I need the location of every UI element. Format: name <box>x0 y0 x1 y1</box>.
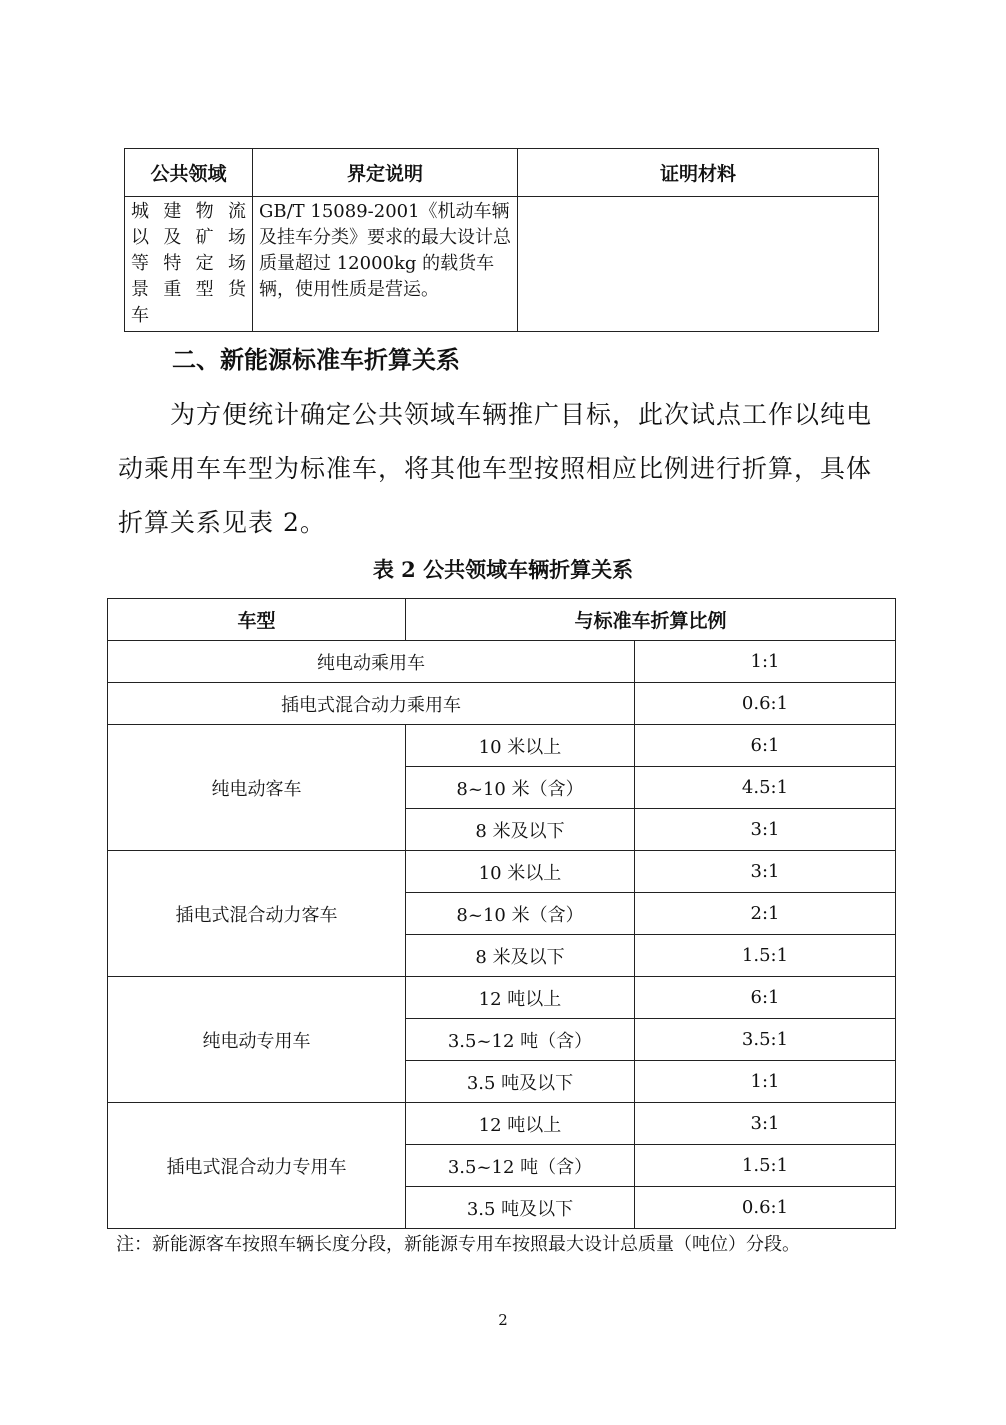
header-vehicle-type: 车型 <box>108 599 406 641</box>
domain-line: 以及矿场 <box>131 227 246 248</box>
cell-definition: GB/T 15089-2001《机动车辆及挂车分类》要求的最大设计总质量超过 12000kg 的载货车辆，使用性质是营运。 <box>253 197 518 332</box>
cell-public-domain <box>125 197 253 332</box>
cell-ratio: 0.6:1 <box>635 683 896 725</box>
table-row <box>108 977 896 1019</box>
cell-range: 8~10 米（含） <box>406 767 635 809</box>
table-row <box>108 851 896 893</box>
cell-ratio: 0.6:1 <box>635 1187 896 1229</box>
table-header-row <box>125 149 879 197</box>
cell-range: 10 米以上 <box>406 851 635 893</box>
cell-range: 8 米及以下 <box>406 935 635 977</box>
cell-vehicle-type: 插电式混合动力乘用车 <box>108 683 635 725</box>
domain-line: 城建物流 <box>131 201 246 222</box>
cell-ratio: 4.5:1 <box>635 767 896 809</box>
cell-ratio: 1:1 <box>635 1061 896 1103</box>
cell-range: 12 吨以上 <box>406 1103 635 1145</box>
cell-ratio: 3.5:1 <box>635 1019 896 1061</box>
table-row <box>108 641 896 683</box>
cell-range: 8 米及以下 <box>406 809 635 851</box>
cell-vehicle-type: 插电式混合动力专用车 <box>108 1103 406 1229</box>
table-row <box>108 683 896 725</box>
scope-definition-table <box>124 148 879 332</box>
cell-range: 3.5 吨及以下 <box>406 1061 635 1103</box>
cell-ratio: 1:1 <box>635 641 896 683</box>
domain-line: 景重型货 <box>131 279 246 300</box>
cell-ratio: 1.5:1 <box>635 935 896 977</box>
table-header-row <box>108 599 896 641</box>
table-note: 注：新能源客车按照车辆长度分段，新能源专用车按照最大设计总质量（吨位）分段。 <box>116 1234 800 1255</box>
page-number: 2 <box>498 1311 508 1329</box>
cell-vehicle-type: 纯电动专用车 <box>108 977 406 1103</box>
cell-range: 3.5~12 吨（含） <box>406 1019 635 1061</box>
cell-range: 12 吨以上 <box>406 977 635 1019</box>
cell-ratio: 6:1 <box>635 977 896 1019</box>
cell-vehicle-type: 纯电动乘用车 <box>108 641 635 683</box>
cell-range: 3.5 吨及以下 <box>406 1187 635 1229</box>
header-conversion-ratio: 与标准车折算比例 <box>406 599 896 641</box>
cell-ratio: 3:1 <box>635 851 896 893</box>
cell-ratio: 3:1 <box>635 809 896 851</box>
cell-ratio: 3:1 <box>635 1103 896 1145</box>
conversion-ratio-table <box>107 598 896 1229</box>
cell-range: 8~10 米（含） <box>406 893 635 935</box>
header-definition: 界定说明 <box>253 149 518 197</box>
table-row <box>108 1103 896 1145</box>
cell-proof-material <box>518 197 879 332</box>
domain-line: 等特定场 <box>131 253 246 274</box>
cell-ratio: 1.5:1 <box>635 1145 896 1187</box>
header-proof-material: 证明材料 <box>518 149 879 197</box>
cell-vehicle-type: 纯电动客车 <box>108 725 406 851</box>
domain-line: 车 <box>131 305 149 326</box>
body-paragraph: 为方便统计确定公共领域车辆推广目标，此次试点工作以纯电动乘用车车型为标准车，将其他车型按照相应比例进行折算，具体折算关系见表 2。 <box>118 400 873 537</box>
table-row <box>108 725 896 767</box>
cell-vehicle-type: 插电式混合动力客车 <box>108 851 406 977</box>
cell-ratio: 6:1 <box>635 725 896 767</box>
header-public-domain: 公共领域 <box>125 149 253 197</box>
table-caption: 表 2 公共领域车辆折算关系 <box>372 557 634 582</box>
cell-range: 3.5~12 吨（含） <box>406 1145 635 1187</box>
section-heading: 二、新能源标准车折算关系 <box>172 345 460 374</box>
table-row <box>125 197 879 332</box>
cell-range: 10 米以上 <box>406 725 635 767</box>
cell-ratio: 2:1 <box>635 893 896 935</box>
